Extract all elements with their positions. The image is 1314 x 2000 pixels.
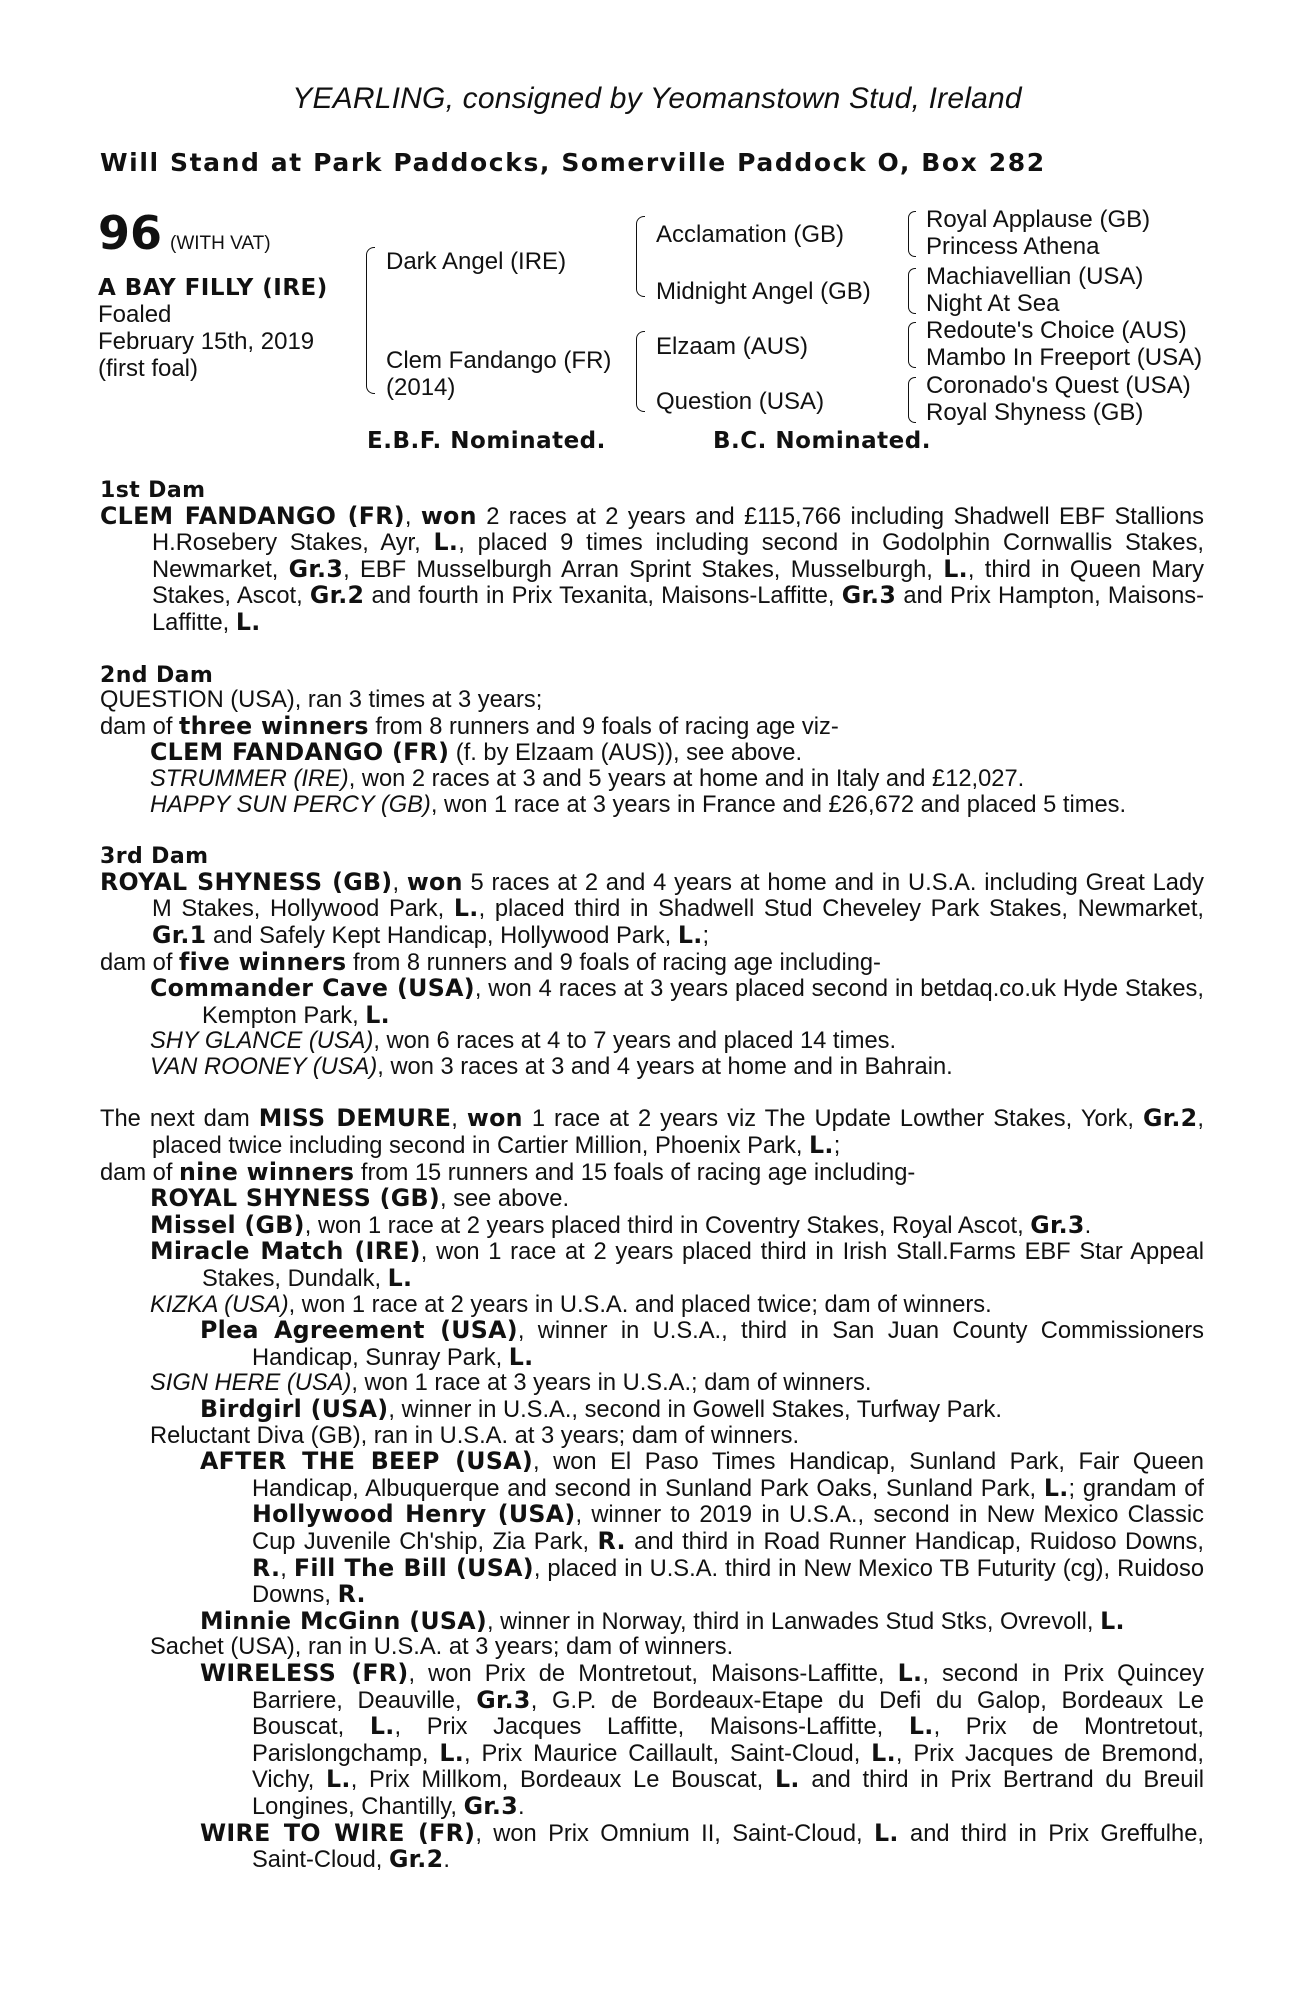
- pedigree-dam: Clem Fandango (FR): [386, 347, 612, 374]
- pedigree-g4-8: Royal Shyness (GB): [926, 399, 1144, 426]
- pedigree-dam-sire: Elzaam (AUS): [656, 333, 809, 360]
- produce-entry: VAN ROONEY (USA), won 3 races at 3 and 4 years at home and in Bahrain.: [150, 1053, 953, 1080]
- ebf-nomination: E.B.F. Nominated.: [367, 428, 606, 454]
- lot-description: A BAY FILLY (IRE): [98, 275, 328, 301]
- pedigree-g4-5: Redoute's Choice (AUS): [926, 317, 1187, 344]
- pedigree-g4-6: Mambo In Freeport (USA): [926, 344, 1203, 371]
- produce-entry: WIRELESS (FR), won Prix de Montretout, Maisons-Laffitte, L., second in Prix Quincey Barriere, Deauville, Gr.3, G.P. de Bordeaux-Etape du Defi du Galop, Bordeaux Le Bouscat, L., Prix Jacques Laffitte, Maisons-Laffitte, L., Prix de Montretout, Parislongchamp, L., Prix Maurice Caillault, Saint-Cloud, L., Prix Jacques de Bremond, Vichy, L., Prix Millkom, Bordeaux Le Bouscat, L. and third in Prix Bertrand du Breuil Longines, Chantilly, Gr.3.: [200, 1658, 1204, 1820]
- pedigree-g4-3: Machiavellian (USA): [926, 263, 1144, 290]
- next-dam-paragraph: The next dam MISS DEMURE, won 1 race at 2 years viz The Update Lowther Stakes, York, Gr.2, placed twice including second in Cartier Million, Phoenix Park, L.;: [100, 1104, 1204, 1160]
- produce-entry: Missel (GB), won 1 race at 2 years placed third in Coventry Stakes, Royal Ascot, Gr.3.: [150, 1210, 1092, 1239]
- produce-entry: SHY GLANCE (USA), won 6 races at 4 to 7 years and placed 14 times.: [150, 1028, 897, 1055]
- pedigree-sire-sire: Acclamation (GB): [656, 221, 845, 248]
- produce-entry: ROYAL SHYNESS (GB), see above.: [150, 1184, 570, 1213]
- second-dam-line: dam of three winners from 8 runners and 9 foals of racing age viz-: [100, 711, 839, 740]
- pedigree-sire-dam: Midnight Angel (GB): [656, 278, 871, 305]
- pedigree-brace: [908, 268, 916, 314]
- pedigree-brace: [908, 211, 916, 257]
- third-dam-heading: 3rd Dam: [100, 844, 209, 870]
- foaled-date: February 15th, 2019: [98, 328, 315, 355]
- produce-entry: Commander Cave (USA), won 4 races at 3 years placed second in betdaq.co.uk Hyde Stakes, Kempton Park, L.: [150, 974, 1204, 1029]
- second-dam-line: QUESTION (USA), ran 3 times at 3 years;: [100, 687, 543, 714]
- first-dam-paragraph: CLEM FANDANGO (FR), won 2 races at 2 years and £115,766 including Shadwell EBF Stallions H.Rosebery Stakes, Ayr, L., placed 9 times including second in Godolphin Cornwallis Stakes, Newmarket, Gr.3, EBF Musselburgh Arran Sprint Stakes, Musselburgh, L., third in Queen Mary Stakes, Ascot, Gr.2 and fourth in Prix Texanita, Maisons-Laffitte, Gr.3 and Prix Hampton, Maisons-Laffitte, L.: [100, 501, 1205, 636]
- first-dam-heading: 1st Dam: [100, 478, 206, 503]
- pedigree-brace: [908, 377, 916, 423]
- lot-number: 96: [98, 206, 163, 260]
- second-dam-heading: 2nd Dam: [100, 662, 214, 688]
- produce-entry: Sachet (USA), ran in U.S.A. at 3 years; dam of winners.: [150, 1634, 734, 1661]
- pedigree-g4-4: Night At Sea: [926, 290, 1060, 317]
- lot-info: [98, 208, 378, 382]
- pedigree-brace: [636, 216, 645, 297]
- produce-entry: Plea Agreement (USA), winner in U.S.A., third in San Juan County Commissioners Handicap, Sunray Park, L.: [200, 1316, 1204, 1371]
- pedigree-g4-2: Princess Athena: [926, 233, 1100, 260]
- pedigree-g4-1: Royal Applause (GB): [926, 206, 1151, 233]
- stand-location: Will Stand at Park Paddocks, Somerville Paddock O, Box 282: [100, 148, 1046, 177]
- pedigree-brace: [366, 247, 375, 394]
- pedigree-brace: [636, 331, 645, 412]
- produce-entry: Miracle Match (IRE), won 1 race at 2 years placed third in Irish Stall.Farms EBF Star Appeal Stakes, Dundalk, L.: [150, 1237, 1204, 1293]
- pedigree-dam-year: (2014): [386, 374, 456, 401]
- pedigree-dam-dam: Question (USA): [656, 388, 825, 415]
- third-dam-produce-summary: dam of five winners from 8 runners and 9 foals of racing age including-: [100, 947, 881, 976]
- foal-note: (first foal): [98, 355, 199, 382]
- bc-nomination: B.C. Nominated.: [713, 428, 931, 454]
- consignment-title: YEARLING, consigned by Yeomanstown Stud, Ireland: [292, 82, 1022, 115]
- produce-entry: KIZKA (USA), won 1 race at 2 years in U.S.A. and placed twice; dam of winners.: [150, 1291, 992, 1318]
- produce-entry: SIGN HERE (USA), won 1 race at 3 years in U.S.A.; dam of winners.: [150, 1370, 872, 1397]
- pedigree-g4-7: Coronado's Quest (USA): [926, 372, 1191, 399]
- next-dam-produce-summary: dam of nine winners from 15 runners and 15 foals of racing age including-: [100, 1157, 916, 1186]
- produce-entry: Reluctant Diva (GB), ran in U.S.A. at 3 years; dam of winners.: [150, 1422, 800, 1449]
- pedigree-sire: Dark Angel (IRE): [386, 248, 567, 275]
- produce-entry: WIRE TO WIRE (FR), won Prix Omnium II, Saint-Cloud, L. and third in Prix Greffulhe, Saint-Cloud, Gr.2.: [200, 1818, 1204, 1874]
- produce-entry: CLEM FANDANGO (FR) (f. by Elzaam (AUS)), see above.: [150, 738, 803, 767]
- produce-entry: Minnie McGinn (USA), winner in Norway, third in Lanwades Stud Stks, Ovrevoll, L.: [200, 1606, 1125, 1635]
- produce-entry: AFTER THE BEEP (USA), won El Paso Times Handicap, Sunland Park, Fair Queen Handicap, Albuquerque and second in Sunland Park Oaks, Sunland Park, L.; grandam of Hollywood Henry (USA), winner to 2019 in U.S.A., second in New Mexico Classic Cup Juvenile Ch'ship, Zia Park, R. and third in Road Runner Handicap, Ruidoso Downs, R., Fill The Bill (USA), placed in U.S.A. third in New Mexico TB Futurity (cg), Ruidoso Downs, R.: [200, 1447, 1204, 1609]
- foaled-label: Foaled: [98, 301, 172, 328]
- catalogue-text: [100, 478, 1204, 1874]
- produce-entry: Birdgirl (USA), winner in U.S.A., second in Gowell Stakes, Turfway Park.: [200, 1395, 1002, 1423]
- pedigree-brace: [908, 322, 916, 368]
- vat-note: (WITH VAT): [170, 233, 271, 254]
- produce-entry: STRUMMER (IRE), won 2 races at 3 and 5 years at home and in Italy and £12,027.: [150, 765, 1025, 792]
- produce-entry: HAPPY SUN PERCY (GB), won 1 race at 3 years in France and £26,672 and placed 5 times.: [150, 791, 1127, 818]
- third-dam-paragraph: ROYAL SHYNESS (GB), won 5 races at 2 and 4 years at home and in U.S.A. including Great Lady M Stakes, Hollywood Park, L., placed third in Shadwell Stud Cheveley Park Stakes, Newmarket, Gr.1 and Safely Kept Handicap, Hollywood Park, L.;: [100, 867, 1204, 949]
